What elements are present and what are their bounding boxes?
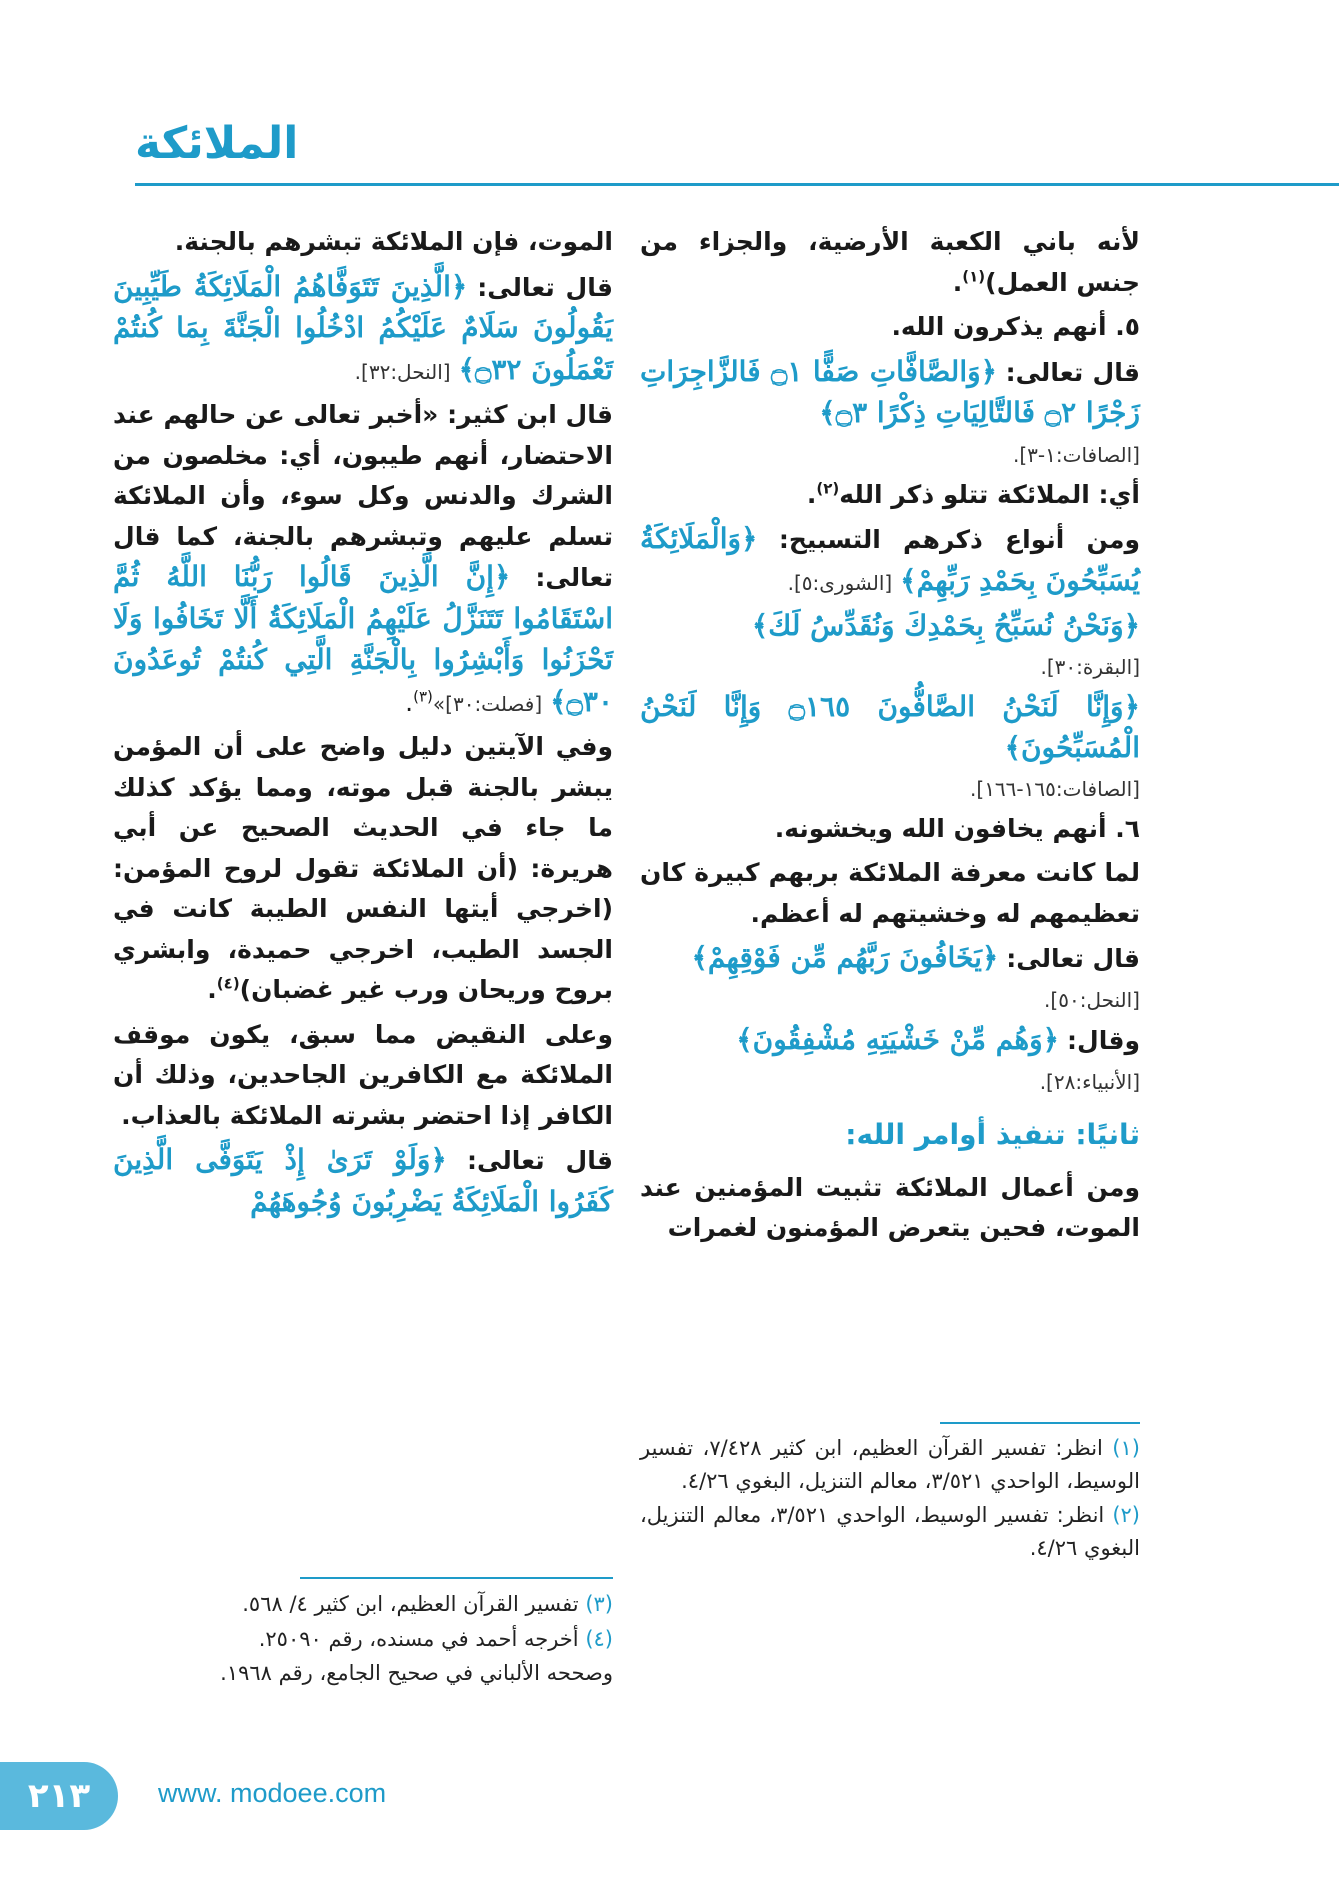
- verse-reference: [الصافات:١٦٥-١٦٦].: [970, 776, 1140, 801]
- footnote: [113, 1623, 613, 1656]
- footnote-divider: [940, 1422, 1140, 1424]
- text: قال تعالى:: [467, 1146, 614, 1175]
- footnote: [640, 1499, 1140, 1564]
- footnote-text: أخرجه أحمد في مسنده، رقم ٢٥٠٩٠.: [258, 1626, 579, 1651]
- section-heading: ثانيًا: تنفيذ أوامر الله:: [845, 1118, 1140, 1152]
- footnote-marker[interactable]: (٤): [216, 974, 240, 993]
- quran-verse: ﴿وَالْمَلَائِكَةُ يُسَبِّحُونَ بِحَمْدِ رَبِّهِمْ﴾: [640, 522, 1140, 597]
- paragraph: [113, 395, 613, 723]
- paragraph: [113, 727, 613, 1011]
- paragraph: وعلى النقيض مما سبق، يكون موقف الملائكة مع الكافرين الجاحدين، وذلك أن الكافر إذا احتضر بشرته الملائكة بالعذاب.: [113, 1019, 613, 1130]
- text: قال تعالى:: [1005, 357, 1141, 387]
- footnote-marker[interactable]: (١): [962, 267, 986, 286]
- text: قال تعالى:: [477, 272, 613, 302]
- quran-verse: ﴿يَخَافُونَ رَبَّهُم مِّن فَوْقِهِمْ﴾: [691, 941, 999, 975]
- quran-verse-block: [640, 352, 1140, 435]
- text: .: [806, 479, 817, 509]
- quran-verse: ﴿إِنَّ الَّذِينَ قَالُوا رَبُّنَا اللَّهُ ثُمَّ اسْتَقَامُوا تَتَنَزَّلُ عَلَيْهِمُ الْمَلَائِكَةُ أَلَّا تَخَافُوا وَلَا تَحْزَنُوا وَأَبْشِرُوا بِالْجَنَّةِ الَّتِي كُنتُمْ تُوعَدُونَ ۝٣٠﴾: [113, 560, 613, 718]
- page-title: الملائكة: [135, 118, 299, 169]
- text: قال ابن كثير: «أخبر تعالى عن حالهم عند الاحتضار، أنهم طيبون، أي: مخلصون من الشرك والدنس وكل سوء، وأن الملائكة تسلم عليهم وتبشرهم بالجنة، كما قال تعالى:: [113, 400, 613, 592]
- right-column: [640, 222, 1140, 1253]
- footnote-text: انظر: تفسير الوسيط، الواحدي ٣/٥٢١، معالم التنزيل، البغوي ٤/٢٦.: [640, 1503, 1140, 1560]
- footnote: [640, 1432, 1140, 1497]
- paragraph: الموت، فإن الملائكة تبشرهم بالجنة.: [174, 227, 613, 256]
- footnote-text: وصححه الألباني في صحيح الجامع، رقم ١٩٦٨.: [220, 1661, 613, 1686]
- quran-verse-block: [113, 1140, 613, 1223]
- verse-reference: [فصلت:٣٠]»: [432, 691, 543, 716]
- left-column: [113, 222, 613, 1227]
- quran-verse-block: [640, 1020, 1140, 1062]
- footnotes-right: [640, 1432, 1140, 1566]
- verse-reference: [البقرة:٣٠].: [1040, 654, 1140, 679]
- footnote: [113, 1657, 613, 1690]
- verse-reference: [النحل:٣٢].: [354, 359, 451, 384]
- website-link[interactable]: www. modoee.com: [158, 1778, 387, 1808]
- paragraph: [640, 475, 1140, 516]
- verse-reference: [الأنبياء:٢٨].: [1039, 1069, 1140, 1094]
- footnote-marker[interactable]: (٢): [816, 479, 840, 498]
- hadith-text: (أن الملائكة تقول لروح المؤمن:(اخرجي أيتها النفس الطيبة كانت في الجسد الطيب، اخرجي حميدة، وابشري بروح وريحان ورب غير غضبان): [113, 853, 613, 1004]
- quran-verse-block: [113, 267, 613, 392]
- text: ومن أنواع ذكرهم التسبيح:: [778, 525, 1140, 555]
- text: .: [207, 975, 217, 1004]
- quran-verse: ﴿وَإِنَّا لَنَحْنُ الصَّافُّونَ ۝١٦٥ وَإِنَّا لَنَحْنُ الْمُسَبِّحُونَ﴾: [640, 690, 1140, 764]
- footnote-number: (٣): [585, 1592, 613, 1616]
- quran-verse: ﴿وَالصَّافَّاتِ صَفًّا ۝١ فَالزَّاجِرَاتِ زَجْرًا ۝٢ فَالتَّالِيَاتِ ذِكْرًا ۝٣﴾: [640, 354, 1140, 429]
- text: قال تعالى:: [1006, 944, 1140, 974]
- text: لأنه باني الكعبة الأرضية، والجزاء من جنس العمل): [640, 227, 1140, 297]
- footnote-number: (٢): [1112, 1503, 1140, 1528]
- quran-verse-block: [640, 938, 1140, 980]
- quran-verse: ﴿وَهُم مِّنْ خَشْيَتِهِ مُشْفِقُونَ﴾: [736, 1023, 1060, 1057]
- quran-verse-block: [640, 519, 1140, 602]
- text: وقال:: [1067, 1026, 1140, 1056]
- text: .: [952, 267, 963, 297]
- list-item-6: ٦. أنهم يخافون الله ويخشونه.: [774, 813, 1140, 843]
- verse-reference: [الشورى:٥].: [787, 570, 893, 595]
- paragraph: لما كانت معرفة الملائكة بربهم كبيرة كان تعظيمهم له وخشيتهم له أعظم.: [640, 858, 1140, 928]
- list-item-5: ٥. أنهم يذكرون الله.: [891, 312, 1140, 341]
- footnote-text: تفسير القرآن العظيم، ابن كثير ٤/ ٥٦٨.: [242, 1592, 579, 1616]
- quran-verse: ﴿وَلَوْ تَرَىٰ إِذْ يَتَوَفَّى الَّذِينَ كَفَرُوا الْمَلَائِكَةُ يَضْرِبُونَ وُجُوهَهُمْ: [113, 1143, 613, 1218]
- footnote: [113, 1588, 613, 1621]
- verse-reference: [النحل:٥٠].: [1044, 987, 1140, 1012]
- text: أي: الملائكة تتلو ذكر الله: [839, 479, 1140, 509]
- paragraph: [640, 222, 1140, 303]
- quran-verse: ﴿وَنَحْنُ نُسَبِّحُ بِحَمْدِكَ وَنُقَدِّسُ لَكَ﴾: [751, 609, 1140, 643]
- footnotes-left: [113, 1588, 613, 1692]
- verse-reference: [الصافات:١-٣].: [1012, 442, 1140, 467]
- text: وفي الآيتين دليل واضح على أن المؤمن يبشر بالجنة قبل موته، ومما يؤكد كذلك ما جاء في الحديث الصحيح عن أبي هريرة:: [113, 732, 613, 883]
- header-divider: [135, 183, 1339, 186]
- footnote-divider: [300, 1577, 613, 1579]
- paragraph: ومن أعمال الملائكة تثبيت المؤمنين عند الموت، فحين يتعرض المؤمنون لغمرات: [640, 1172, 1140, 1243]
- page-number: ٢١٣: [0, 1762, 118, 1830]
- text: .: [405, 687, 414, 717]
- footnote-text: انظر: تفسير القرآن العظيم، ابن كثير ٧/٤٢٨، تفسير الوسيط، الواحدي ٣/٥٢١، معالم التنزيل، البغوي ٤/٢٦.: [640, 1436, 1140, 1493]
- footnote-number: (١): [1112, 1436, 1140, 1460]
- quran-verse: ﴿الَّذِينَ تَتَوَفَّاهُمُ الْمَلَائِكَةُ طَيِّبِينَ يَقُولُونَ سَلَامٌ عَلَيْكُمُ ادْخُلُوا الْجَنَّةَ بِمَا كُنتُمْ تَعْمَلُونَ ۝٣٢﴾: [113, 269, 613, 386]
- footnote-marker[interactable]: (٣): [413, 687, 433, 706]
- footnote-number: (٤): [585, 1626, 613, 1651]
